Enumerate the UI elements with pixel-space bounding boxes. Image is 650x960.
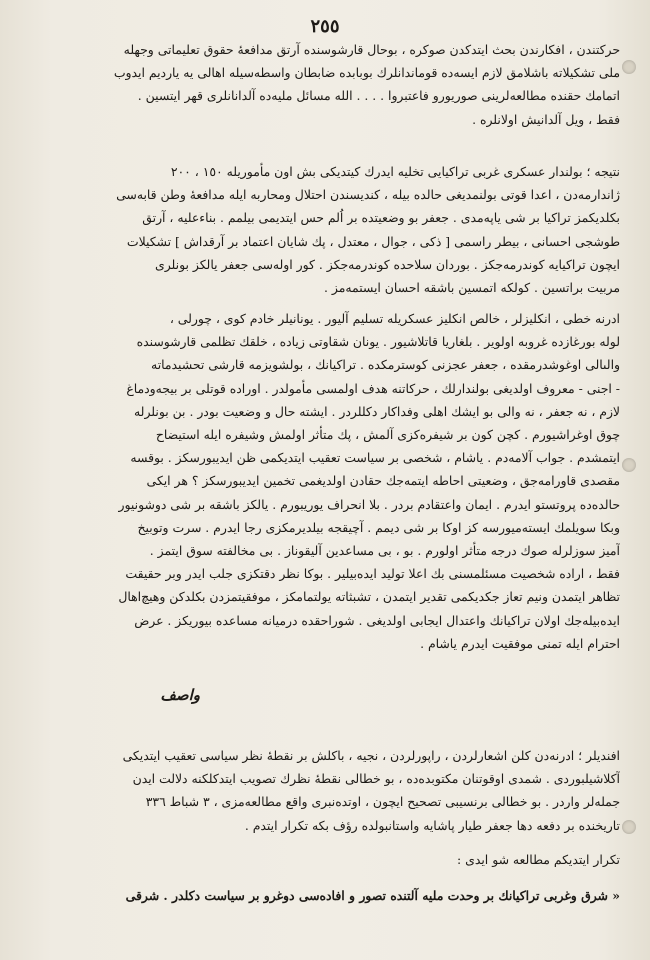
text-line: مربيت براتسين . كولكه اتمسين باشقه احسان ايستمه‌مز .	[324, 280, 620, 296]
text-line: ادرنه خطى ، انكليزلر ، خالص انكليز عسكريله تسليم آليور . يونانيلر خادم كوى ، چورلى ،	[169, 311, 620, 326]
text-line: وبكا سويلمك ايسته‌ميورسه كز اوكا بر شى ديمم . آچيقجه بيلديرمكزى رجا ايدرم . سرت وتوبيخ	[137, 519, 620, 535]
text-line: طوشجى احسانى ، بيطر راسمى [ ذكى ، جوال ، معتدل ، پك شايان اعتماد بر آرقداش ] تشكيلات	[126, 233, 620, 249]
text-line: چوق اوغراشيورم . كچن كون بر شيفره‌كزى آلمش ، پك متأثر اولمش وشيفره ايله استيضاح	[155, 427, 620, 443]
paragraph-3	[22, 307, 620, 655]
text-line: لازم ، نه جعفر ، نه والى بو ايشك اهلى وفداكار دكللردر . ايشته حال و وضعيت بودر . بن بونلرله	[134, 403, 620, 419]
text-line: « شرق وغربى تراكيانك بر وحدت مليه آلتنده تصور و افاده‌سى دوغرو بر سياست دكلدر . شرقى	[125, 888, 620, 903]
text-line: والىالى اوغوشدرمقده ، جعفر عجزنى كوسترمكده . تراكيانك ، بولشويزمه قارشى تحشيدماته	[151, 357, 620, 373]
signature: واصف	[160, 686, 200, 704]
text-line: آميز سوزلرله صوك درجه متأثر اولورم . بو ، بى مساعدين آليقوناز . بى مخالفته سوق ايتمز .	[149, 543, 620, 559]
text-line: افنديلر ؛ ادرنه‌دن كلن اشعارلردن ، راپورلردن ، نجيه ، باكلش بر نقطهٔ نظر سياسى تعقيب ايتديكى	[122, 748, 620, 763]
text-line: بكلديكمز تراكيا بر شى ياپه‌مدى . جعفر بو وضعيتده بر اُلم حس ايتديمى بيلمم . بناءعليه ، آرتق	[142, 210, 620, 226]
text-line: حركتندن ، افكارندن بحث ايتدكدن صوكره ، بوحال قارشوسنده آرتق مدافعهٔ حقوق تعليماتى وجهله	[123, 42, 620, 57]
punch-hole-middle	[622, 458, 636, 472]
text-line: لوله بورغازده غروبه اولوير . بلغاريا قاتلاشيور . يونان شقاوتى زياده ، خلقك تظلمى قارشوسنده	[136, 334, 620, 350]
text-line: ايده‌بيله‌جك اولان تراكيانك واعتدال ايجابى اولديغى . شوراحقده درميانه مساعده بيوريكز . عرض	[134, 612, 620, 628]
text-line: فقط ، اراده شخصيت مسئلمسنى بك اعلا توليد ايده‌بيلير . بوكا نظر دقتكزى جلب ايدر وبر حقيقت	[125, 566, 620, 582]
text-line: جمله‌لر واردر . بو خطالى برنسيبى تصحيح ايچون ، اوتده‌نبرى واقع مطالعه‌مزى ، ٣ شباط ٣٣٦	[145, 794, 620, 810]
text-line: تظاهر ايتمدن ونيم تعاز جكديكمى تقدير ايتمدن ، تشبثاته يولتمامكز ، موفقيتمزدن بكلدكن وهيچ‌اهال	[118, 589, 620, 605]
paragraph-1	[22, 38, 620, 131]
text-line: احترام ايله تمنى موفقيت ايدرم ياشام .	[420, 635, 620, 651]
paragraph-5	[22, 848, 620, 871]
paragraph-2	[22, 160, 620, 299]
paragraph-4	[22, 744, 620, 837]
text-line: مقصدى قاورامه‌جق ، وضعيتى احاطه ايتمه‌جك حقادن اولديغمى تخمين ايديبورسكز ؟ هر ايكى	[146, 473, 620, 489]
text-line: ملى تشكيلاته باشلامق لازم ايسه‌ده قوماندانلرك بوبابده ضابطان واسطه‌سيله اهالى يه يارديم ايدوب	[113, 65, 620, 81]
text-line: ژاندارمه‌دن ، اعدا قوتى بولنمديغى حالده بيله ، كنديسندن احتلال ومحاربه ايله مدافعهٔ وطن قابه‌سى	[116, 187, 620, 203]
text-line: نتيجه ؛ بولندار عسكرى غربى تراكيايى تخليه ايدرك كيتديكى بش اون مأموريله ١٥٠ ، ٢٠٠	[170, 164, 620, 179]
punch-hole-top	[622, 60, 636, 74]
text-line: تكرار ايتديكم مطالعه شو ايدى :	[457, 852, 620, 867]
text-line: حالده‌ده پروتستو ايدرم . ايمان واعتقادم بردر . بلا انحراف يوريبورم . يالكز باشقه بر شى دوشونيور	[118, 496, 620, 512]
text-line: ايچون تراكيايه كوندرمه‌جكز . بوردان سلاحده كوندرمه‌جكز . كور اوله‌سى جعفر يالكز بونلرى	[155, 256, 620, 272]
text-line: تاريخنده بر دفعه دها جعفر طيار پاشايه واستانبولده رؤف بكه تكرار ايتدم .	[244, 817, 620, 833]
text-line: فقط ، ويل آلدانيش اولانلره .	[472, 111, 620, 127]
text-line: ايتمشدم . جواب آلامه‌دم . ياشام ، شخصى بر سياست تعقيب ايتديكمى ظن ايديبورسكز . بوقسه	[130, 450, 620, 466]
text-line: - اجنى - معروف اولديغى بولندارلك ، حركاتنه هدف اولمسى مأمولدر . اوراده قوتلى بر بيجه‌ودماغ	[126, 380, 620, 396]
page-number: ٢٥٥	[310, 16, 340, 37]
text-line: آكلاشيلبوردى . شمدى اوقوتنان مكتوبده‌ده ، بو خطالى نقطهٔ نظرك تصويب ايتدكلكنه دلالت ايدن	[132, 771, 620, 787]
text-line: اتمامك حقنده مطالعه‌لرينى صوريورو فاعتبروا . . . . الله مسائل مليه‌ده آلدانانلرى قهر ايتسين .	[137, 88, 620, 104]
quoted-paragraph	[22, 884, 620, 907]
punch-hole-bottom	[622, 820, 636, 834]
